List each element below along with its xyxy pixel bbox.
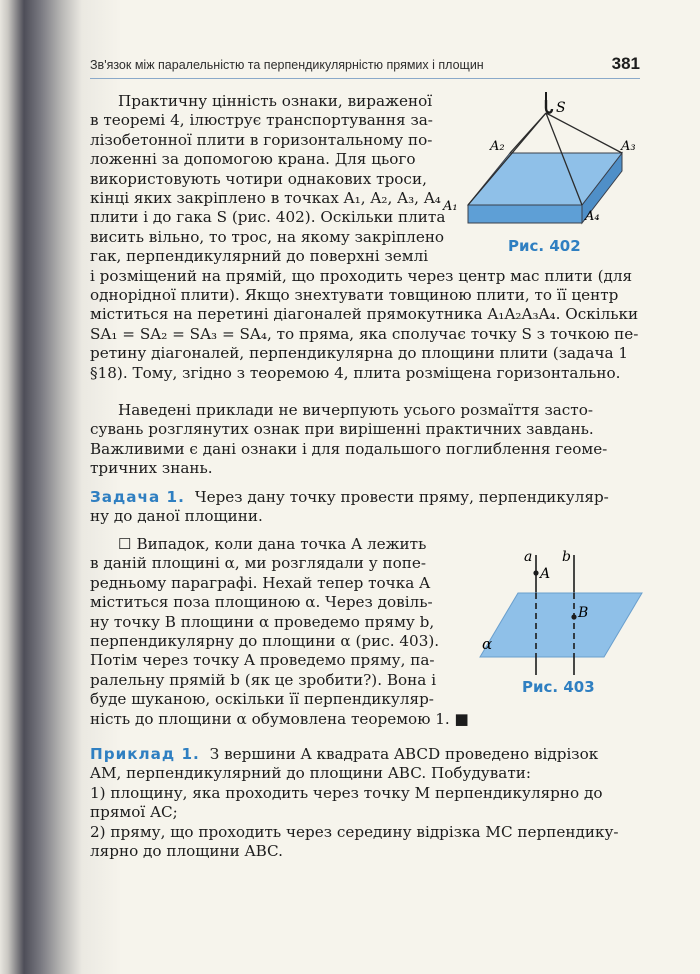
book-spine-shadow xyxy=(0,0,82,974)
slab-side-front xyxy=(468,205,582,223)
task-1 xyxy=(90,488,640,527)
text-line: SA₁ = SA₂ = SA₃ = SA₄, то пряма, яка сполучає точку S з точкою пе- xyxy=(90,324,639,343)
text-line: ну точку B площини α проведемо пряму b, xyxy=(90,612,435,631)
text-line: лярно до площини ABC. xyxy=(90,842,283,861)
label-a2: A₂ xyxy=(490,139,505,154)
text-line: однорідної плити). Якщо знехтувати товщиною плити, то її центр xyxy=(90,286,619,305)
label-a4: A₄ xyxy=(585,209,600,224)
figure-403 xyxy=(470,545,650,675)
text-line: редньому параграфі. Нехай тепер точка A xyxy=(90,573,431,592)
text-line: лізобетонної плити в горизонтальному по- xyxy=(90,130,433,149)
label-line-a: a xyxy=(524,549,533,565)
text-line: гак, перпендикулярний до поверхні землі xyxy=(90,247,429,266)
text-line: прямої AC; xyxy=(90,803,178,822)
figure-402-caption: Рис. 402 xyxy=(508,237,581,255)
text-line: в даній площині α, ми розглядали у попе- xyxy=(90,554,426,573)
running-title: Зв'язок між паралельністю та перпендикулярністю прямих і площин xyxy=(90,58,484,72)
label-point-a: A xyxy=(540,566,551,582)
figure-402 xyxy=(440,92,645,242)
text-line: Потім через точку A проведемо пряму, па- xyxy=(90,651,435,670)
text-line: використовують чотири однакових троси, xyxy=(90,169,427,188)
text-line: ну до даної площини. xyxy=(90,507,263,526)
text-line: в теоремі 4, ілюструє транспортування за- xyxy=(90,111,433,130)
text-line: ність до площини α обумовлена теоремою 1. ■ xyxy=(90,709,469,728)
text-line: ретину діагоналей, перпендикулярна до площини плити (задача 1 xyxy=(90,344,629,363)
label-point-b: B xyxy=(578,605,589,621)
text-line: 2) пряму, що проходить через середину відрізка MC перпендику- xyxy=(90,822,619,841)
point-a-dot xyxy=(533,570,538,575)
text-line: ралельну прямій b (як це зробити?). Вона і xyxy=(90,670,437,689)
label-a1: A₁ xyxy=(443,199,458,214)
cable-sa2 xyxy=(510,113,546,153)
figure-403-caption: Рис. 403 xyxy=(522,678,595,696)
text-line: і розміщений на прямій, що проходить через центр мас плити (для xyxy=(90,266,633,285)
label-plane-alpha: α xyxy=(482,635,493,653)
label-s: S xyxy=(556,100,566,116)
text-line: 1) площину, яка проходить через точку M перпендикулярно до xyxy=(90,783,603,802)
plane-alpha xyxy=(480,593,642,657)
crane-hook xyxy=(546,100,552,113)
task-1-heading: Задача 1. xyxy=(90,488,185,506)
text-line: Важливими є дані ознаки і для подальшого поглиблення геоме- xyxy=(90,439,608,458)
running-header xyxy=(90,56,640,79)
text-line: Практичну цінність ознаки, вираженої xyxy=(118,92,433,110)
text-line: тричних знань. xyxy=(90,459,213,478)
text-line: сувань розглянутих ознак при вирішенні практичних завдань. xyxy=(90,420,594,439)
text-line: буде шуканою, оскільки її перпендикуляр- xyxy=(90,690,434,709)
text-line: ☐ Випадок, коли дана точка A лежить xyxy=(118,535,427,553)
text-line: висить вільно, то трос, на якому закріплено xyxy=(90,227,445,246)
paragraph-summary xyxy=(90,401,640,479)
page-number: 381 xyxy=(611,54,640,73)
example-1-heading: Приклад 1. xyxy=(90,745,200,763)
point-b-dot xyxy=(571,614,576,619)
text-line: AM, перпендикулярний до площини ABC. Побудувати: xyxy=(90,764,531,783)
example-1 xyxy=(90,745,640,861)
label-a3: A₃ xyxy=(621,139,636,154)
label-line-b: b xyxy=(562,549,571,565)
text-line: перпендикулярну до площини α (рис. 403). xyxy=(90,632,440,651)
text-line: кінці яких закріплено в точках A₁, A₂, A₃, A₄ xyxy=(90,189,441,208)
text-line: §18). Тому, згідно з теоремою 4, плита розміщена горизонтально. xyxy=(90,363,621,382)
text-line: міститься на перетині діагоналей прямокутника A₁A₂A₃A₄. Оскільки xyxy=(90,305,639,324)
text-line: Наведені приклади не вичерпують усього розмаїття засто- xyxy=(118,401,593,419)
task-1-text: Через дану точку провести пряму, перпендикуляр- xyxy=(194,488,609,506)
example-1-text: З вершини A квадрата ABCD проведено відрізок xyxy=(209,745,599,763)
text-line: міститься поза площиною α. Через довіль- xyxy=(90,593,433,612)
text-line: плити і до гака S (рис. 402). Оскільки плита xyxy=(90,208,446,227)
cable-sa3 xyxy=(546,113,622,153)
text-line: ложенні за допомогою крана. Для цього xyxy=(90,150,416,169)
